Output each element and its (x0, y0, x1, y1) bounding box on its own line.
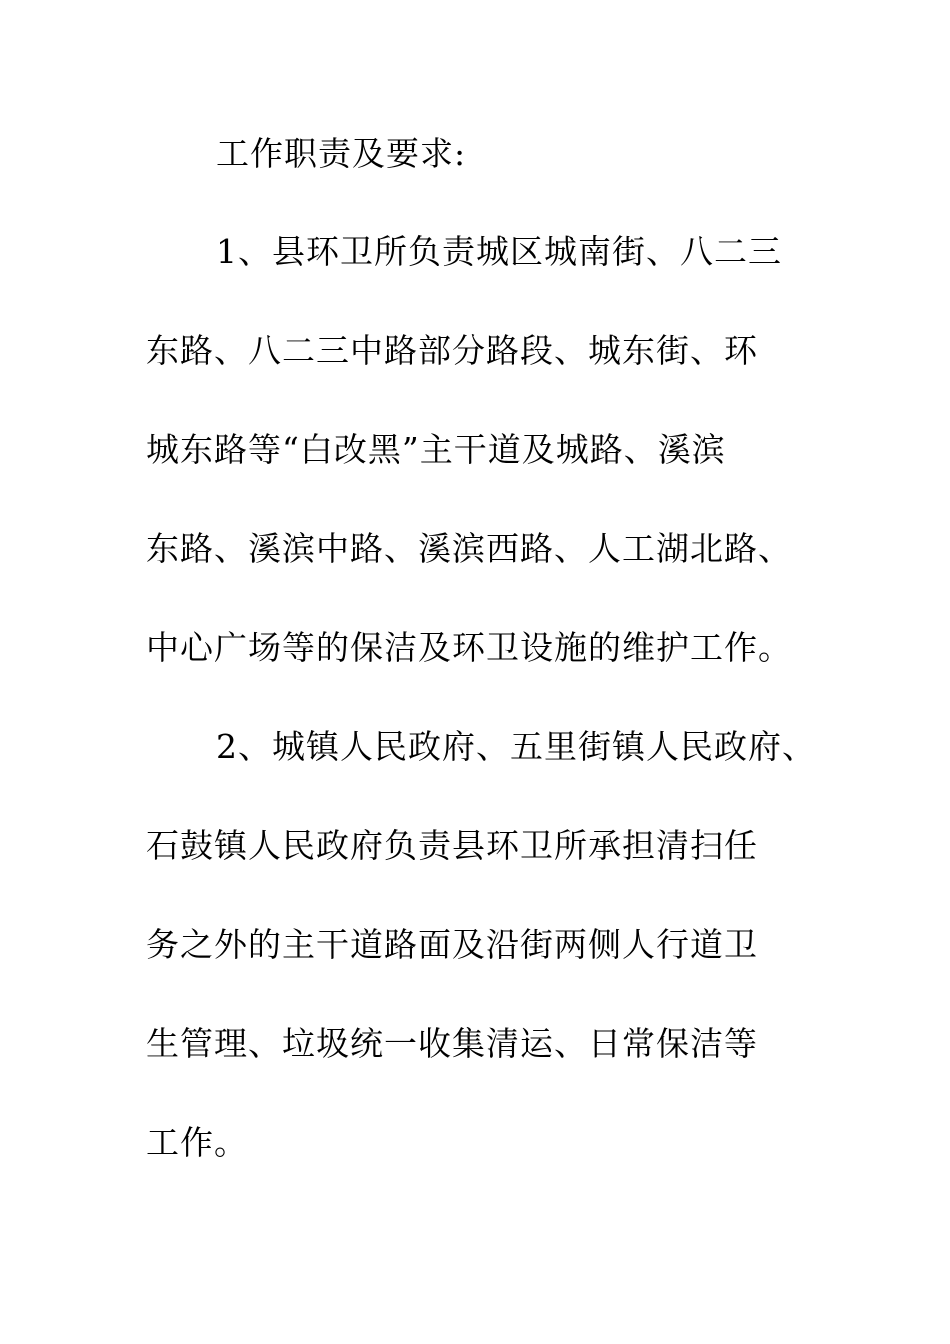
paragraph-line: 城东路等“白改黑”主干道及城路、溪滨 (146, 430, 726, 469)
section-heading: 工作职责及要求: (216, 134, 467, 173)
paragraph-line: 石鼓镇人民政府负责县环卫所承担清扫任 (146, 826, 758, 865)
paragraph-line: 东路、溪滨中路、溪滨西路、人工湖北路、 (146, 529, 792, 568)
paragraph-line: 东路、八二三中路部分路段、城东街、环 (146, 331, 758, 370)
paragraph-line: 工作。 (146, 1123, 248, 1162)
paragraph-line: 2、城镇人民政府、五里街镇人民政府、 (216, 727, 816, 766)
paragraph-line: 生管理、垃圾统一收集清运、日常保洁等 (146, 1024, 758, 1063)
paragraph-line: 务之外的主干道路面及沿街两侧人行道卫 (146, 925, 758, 964)
paragraph-line: 1、县环卫所负责城区城南街、八二三 (216, 232, 782, 271)
paragraph-line: 中心广场等的保洁及环卫设施的维护工作。 (146, 628, 792, 667)
